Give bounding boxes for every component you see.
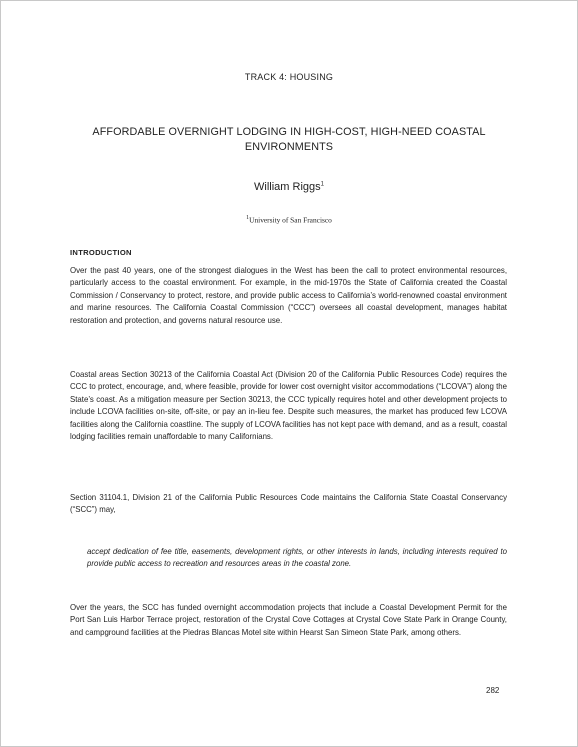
paragraph-2: Coastal areas Section 30213 of the California Coastal Act (Division 20 of the California Public Resources Code) requires the CCC to protect, encourage, and, where feasible, provide for lower cost overnight visitor accommodations (“LCOVA”) along the State’s coast. As a mitigation measure per Section 30213, the CCC typically requires hotel and other development projects to include LCOVA facilities on-site, off-site, or pay an in-lieu fee. Despite such measures, the market has produced few LCOVA facilities along the California coastline. The supply of LCOVA facilities has not kept pace with demand, and as a result, coastal lodging facilities remain unaffordable to many Californians. [70,370,507,442]
paragraph-1: Over the past 40 years, one of the strongest dialogues in the West has been the call to protect environmental resources, particularly access to the coastal environment. For example, in the mid-1970s the State of California created the Coastal Commission / Conservancy to protect, restore, and provide public access to California’s world-renowned coastal environment and marine resources. The California Coastal Commission (“CCC”) oversees all coastal development, manages habitat restoration and protection, and governs natural resource use. [70,266,507,325]
paragraph-3: Section 31104.1, Division 21 of the California Public Resources Code maintains the California State Coastal Conservancy (“SCC”) may, [70,493,507,515]
block-quote: accept dedication of fee title, easements, development rights, or other interests in lands, including interests required to provide public access to recreation and resources areas in the coastal zone. [87,547,507,569]
affiliation-line [1,215,577,224]
affiliation-text: University of San Francisco [249,215,332,225]
section-heading: INTRODUCTION [70,248,132,257]
page-number: 282 [486,686,500,695]
author-name: William Riggs [254,181,321,193]
affiliation-mark: 1 [246,215,250,221]
paragraph-4: Over the years, the SCC has funded overnight accommodation projects that include a Coastal Development Permit for the Port San Luis Harbor Terrace project, restoration of the Crystal Cove Cottages at Crystal Cove State Park in Orange County, and campground facilities at the Piedras Blancas Motel site within Hearst San Simeon State Park, among others. [70,603,507,637]
author-affiliation-mark: 1 [320,181,324,188]
paper-title: AFFORDABLE OVERNIGHT LODGING IN HIGH-COST, HIGH-NEED COASTAL ENVIRONMENTS [92,126,486,153]
track-label: TRACK 4: HOUSING [244,72,334,82]
author-line [1,181,577,193]
